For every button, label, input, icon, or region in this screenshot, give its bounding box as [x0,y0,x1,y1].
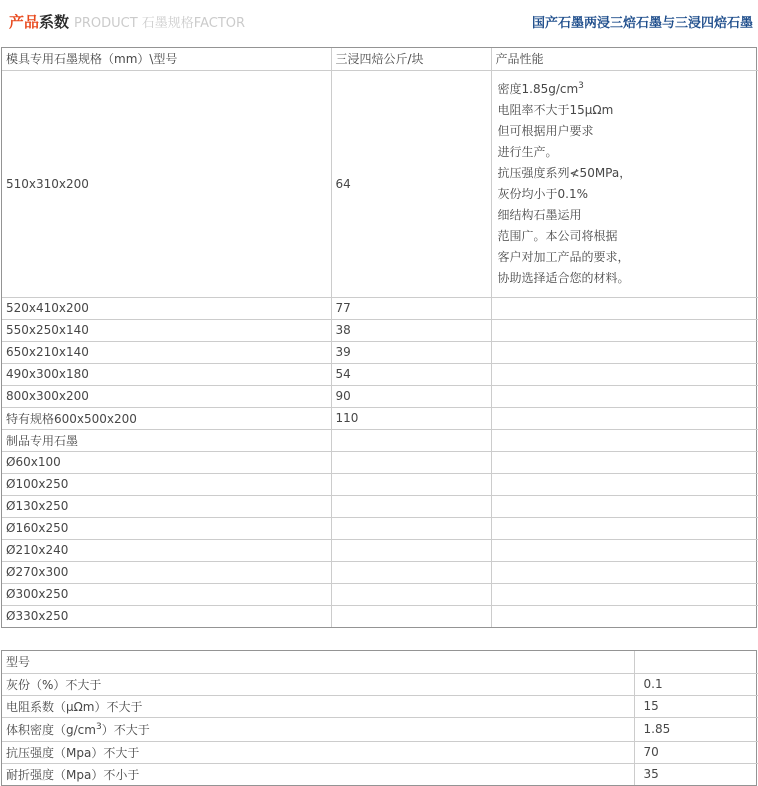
weight-cell: 90 [331,385,491,407]
page-subtitle: PRODUCT 石墨规格FACTOR [74,16,246,31]
weight-cell [331,451,491,473]
property-label-part: ）不大于 [101,722,150,737]
table-row [2,561,758,583]
property-label-cell [2,717,634,741]
property-value-cell: 1.85 [634,717,758,741]
weight-cell [331,429,491,451]
weight-cell [331,495,491,517]
weight-cell: 77 [331,297,491,319]
header-spec: 模具专用石墨规格（mm）\型号 [2,48,331,70]
performance-line: 密度1.85g/cm [497,81,579,96]
performance-cell-empty [491,451,758,473]
table-row [2,341,758,363]
weight-cell: 54 [331,363,491,385]
table-row [2,495,758,517]
table-row [2,363,758,385]
page-title-dark: 系数 [39,13,70,31]
page-header [0,0,758,47]
spec-cell: Ø130x250 [2,495,331,517]
spec-table-header-row [2,48,758,70]
spec-cell: Ø270x300 [2,561,331,583]
table-row [2,473,758,495]
spec-cell: Ø160x250 [2,517,331,539]
superscript: 3 [95,721,102,732]
table-row [2,583,758,605]
page-title-accent: 产品 [9,13,40,31]
spec-table [2,48,758,627]
spec-cell: 特有规格600x500x200 [2,407,331,429]
product-category-link[interactable]: 国产石墨两浸三焙石墨与三浸四焙石墨 [531,16,753,31]
properties-table-header-row [2,651,758,673]
property-value-cell: 0.1 [634,673,758,695]
spec-cell: 490x300x180 [2,363,331,385]
property-label-cell: 灰份（%）不大于 [2,673,634,695]
spec-cell: Ø60x100 [2,451,331,473]
property-label-cell: 电阻系数（μΩm）不大于 [2,695,634,717]
properties-table [2,651,758,785]
table-row [2,319,758,341]
performance-line: 协助选择适合您的材料。 [497,270,630,285]
weight-cell: 39 [331,341,491,363]
weight-cell [331,561,491,583]
performance-cell-empty [491,517,758,539]
table-row [2,763,758,785]
performance-cell-empty [491,561,758,583]
header-performance: 产品性能 [491,48,758,70]
table-row [2,673,758,695]
property-label-part: 体积密度（g/cm [6,722,96,737]
performance-cell-empty [491,495,758,517]
performance-cell-empty [491,341,758,363]
performance-cell-empty [491,297,758,319]
table-row [2,517,758,539]
spec-cell: 制品专用石墨 [2,429,331,451]
model-value-cell-empty [634,651,758,673]
spec-cell: 510x310x200 [2,70,331,297]
performance-cell [491,70,758,297]
performance-line: 进行生产。 [497,144,558,159]
property-value-cell: 15 [634,695,758,717]
table-row [2,385,758,407]
spec-cell: Ø210x240 [2,539,331,561]
performance-line: 范围广。本公司将根据 [497,228,618,243]
page-title [9,11,245,32]
properties-table-wrapper [1,650,757,786]
superscript: 3 [578,80,584,91]
table-row [2,695,758,717]
property-label-cell: 耐折强度（Mpa）不小于 [2,763,634,785]
weight-cell: 64 [331,70,491,297]
spec-cell: 550x250x140 [2,319,331,341]
performance-cell-empty [491,407,758,429]
weight-cell: 38 [331,319,491,341]
performance-cell-empty [491,605,758,627]
table-row [2,407,758,429]
spec-cell: 800x300x200 [2,385,331,407]
spec-cell: Ø300x250 [2,583,331,605]
table-row [2,605,758,627]
property-value-cell: 70 [634,741,758,763]
weight-cell [331,605,491,627]
table-row [2,717,758,741]
weight-cell [331,539,491,561]
table-row [2,451,758,473]
performance-cell-empty [491,539,758,561]
performance-line: 灰份均小于0.1% [497,186,588,201]
property-value-cell: 35 [634,763,758,785]
performance-cell-empty [491,385,758,407]
table-row [2,429,758,451]
table-row [2,539,758,561]
performance-line: 电阻率不大于15μΩm [497,102,614,117]
performance-line: 但可根据用户要求 [497,123,594,138]
performance-cell-empty [491,429,758,451]
spec-cell: 650x210x140 [2,341,331,363]
table-row [2,70,758,297]
table-row [2,741,758,763]
model-header-cell: 型号 [2,651,634,673]
performance-line: 细结构石墨运用 [497,207,582,222]
weight-cell: 110 [331,407,491,429]
table-row [2,297,758,319]
performance-cell-empty [491,363,758,385]
performance-cell-empty [491,583,758,605]
spec-cell: Ø100x250 [2,473,331,495]
performance-cell-empty [491,319,758,341]
performance-line: 抗压强度系列≮50MPa， [497,165,632,180]
weight-cell [331,517,491,539]
spec-cell: 520x410x200 [2,297,331,319]
header-weight: 三浸四焙公斤/块 [331,48,491,70]
performance-line: 客户对加工产品的要求， [497,249,630,264]
weight-cell [331,583,491,605]
performance-cell-empty [491,473,758,495]
property-label-cell: 抗压强度（Mpa）不大于 [2,741,634,763]
weight-cell [331,473,491,495]
spec-table-wrapper [1,47,757,628]
spec-cell: Ø330x250 [2,605,331,627]
